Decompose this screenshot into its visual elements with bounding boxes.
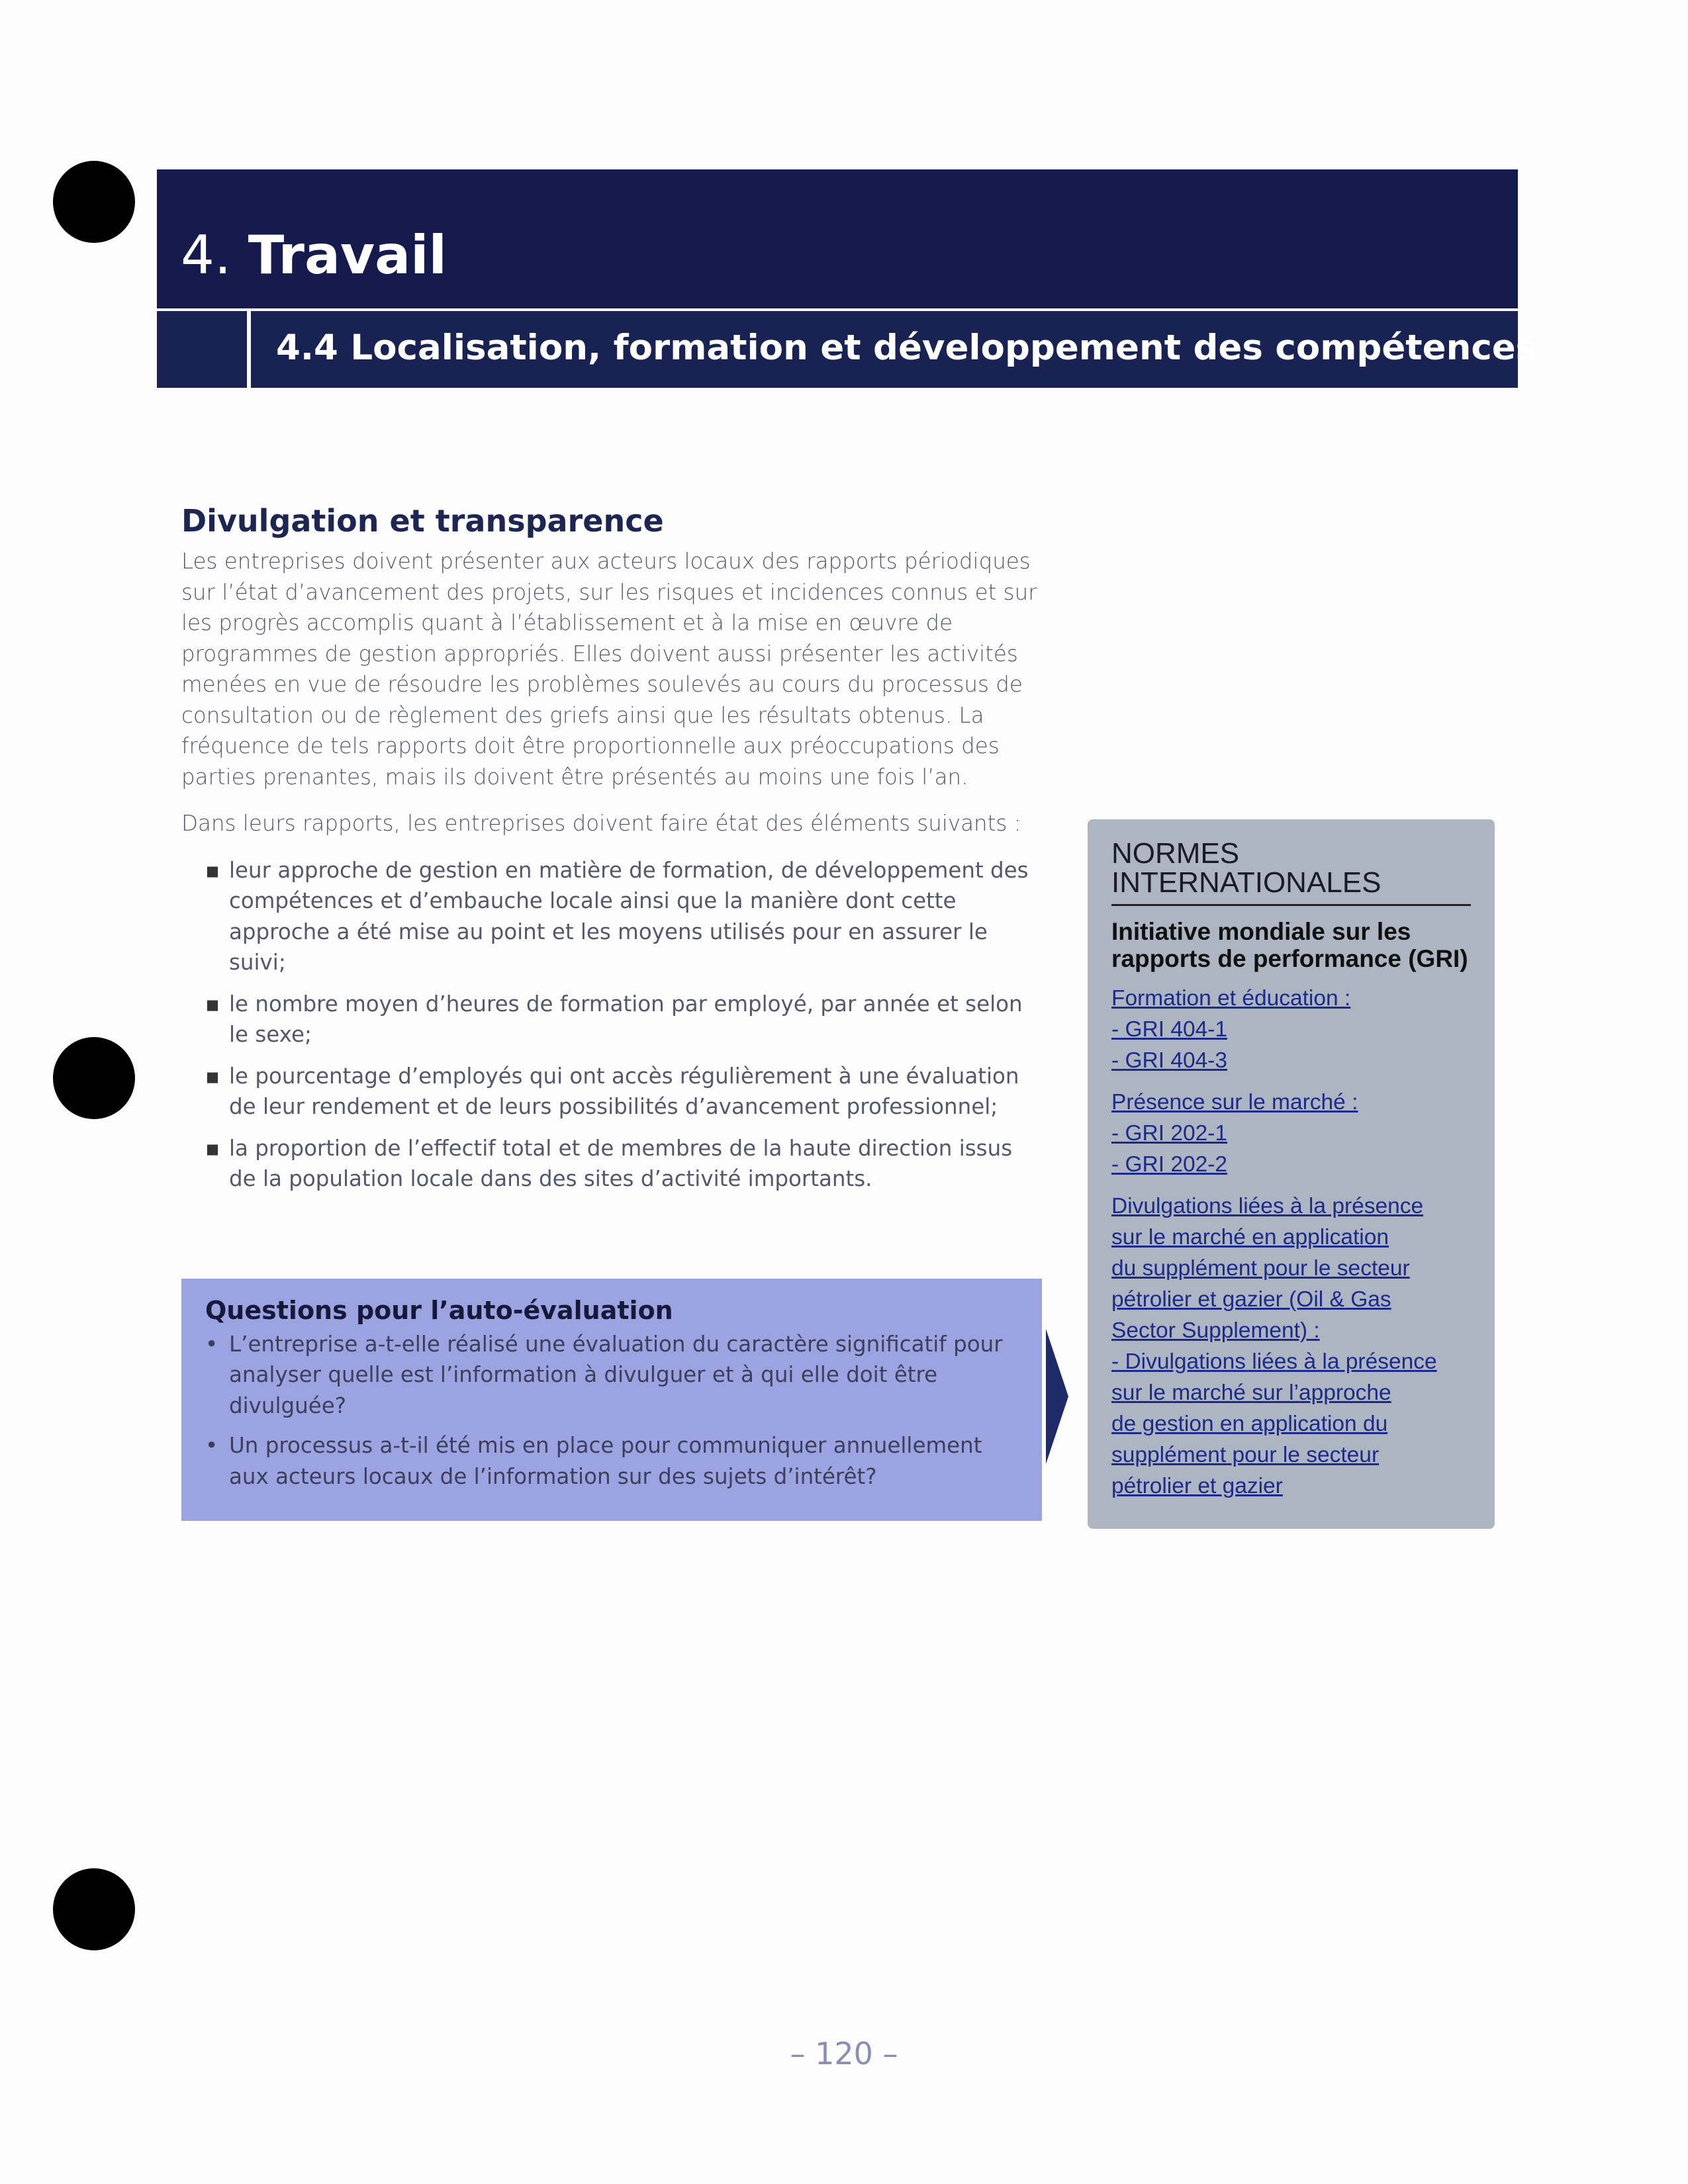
link-oil-gas-disclosures[interactable]: pétrolier et gazier (Oil & Gas [1111, 1287, 1391, 1312]
link-oil-gas-disclosures[interactable]: Sector Supplement) : [1111, 1318, 1320, 1343]
section-header-divider [247, 311, 251, 388]
link-group-training [1111, 983, 1471, 1076]
link-gri-404-3[interactable]: - GRI 404-3 [1111, 1048, 1228, 1073]
sidebar-subtitle: Initiative mondiale sur les rapports de performance (GRI) [1111, 918, 1468, 972]
link-gri-404-1[interactable]: - GRI 404-1 [1111, 1017, 1228, 1042]
list-item: ▪ le pourcentage d’employés qui ont accès régulièrement à une évaluation de leur rendement et de leurs possibilités d’avancement professionnel; [181, 1061, 1042, 1122]
link-oil-gas-management[interactable]: sur le marché sur l’approche [1111, 1381, 1391, 1405]
chapter-header [157, 169, 1518, 308]
list-item: ▪ la proportion de l’effectif total et de membres de la haute direction issus de la population locale dans des sites d’activité importants. [181, 1133, 1042, 1195]
list-item: • Un processus a-t-il été mis en place pour communiquer annuellement aux acteurs locaux de l’information sur des sujets d’intérêt? [205, 1430, 1019, 1492]
bullet-icon: ▪ [205, 1063, 220, 1089]
page-number: – 120 – [790, 2036, 898, 2071]
main-content [181, 503, 1049, 1205]
link-gri-202-2[interactable]: - GRI 202-2 [1111, 1152, 1228, 1177]
bullet-icon: • [205, 1331, 218, 1357]
sidebar-divider [1111, 904, 1471, 906]
chapter-title: Travail [248, 224, 447, 286]
self-assessment-box [181, 1279, 1042, 1521]
bullet-icon: • [205, 1433, 218, 1459]
list-item: ▪ leur approche de gestion en matière de formation, de développement des compétences et d’embauche locale ainsi que la manière dont cette approche a été mise au point et les moyens utilisés pour en assurer le suivi; [181, 855, 1042, 978]
list-item: ▪ le nombre moyen d’heures de formation par employé, par année et selon le sexe; [181, 989, 1042, 1050]
link-oil-gas-disclosures[interactable]: sur le marché en application [1111, 1225, 1389, 1250]
list-intro-paragraph: Dans leurs rapports, les entreprises doivent faire état des éléments suivants : [181, 811, 1021, 837]
self-assessment-list [205, 1329, 1019, 1492]
self-assessment-title: Questions pour l’auto-évaluation [205, 1296, 673, 1325]
link-oil-gas-management[interactable]: pétrolier et gazier [1111, 1474, 1283, 1498]
bullet-icon: ▪ [205, 1135, 220, 1161]
link-group-oil-gas [1111, 1191, 1471, 1502]
link-oil-gas-disclosures[interactable]: Divulgations liées à la présence [1111, 1194, 1424, 1218]
link-group-market [1111, 1087, 1471, 1180]
intro-paragraph: Les entreprises doivent présenter aux acteurs locaux des rapports périodiques sur l’état d’avancement des projets, sur les risques et incidences connus et sur les progrès accomplis quant à l’établissement et à la mise en œuvre de programmes de gestion appropriés. Elles doivent aussi présenter les activités menées en vue de résoudre les problèmes soulevés au cours du processus de consultation ou de règlement des griefs ainsi que les résultats obtenus. La fréquence de tels rapports doit être proportionnelle aux préoccupations des parties prenantes, mais ils doivent être présentés au moins une fois l’an. [181, 549, 1037, 790]
standards-sidebar [1088, 819, 1495, 1529]
bullet-icon: ▪ [205, 991, 220, 1017]
link-gri-202-1[interactable]: - GRI 202-1 [1111, 1121, 1228, 1146]
link-oil-gas-disclosures[interactable]: du supplément pour le secteur [1111, 1256, 1410, 1281]
link-oil-gas-management[interactable]: - Divulgations liées à la présence [1111, 1349, 1437, 1374]
chapter-number: 4. [181, 224, 232, 286]
section-header [157, 311, 1537, 388]
bullet-icon: ▪ [205, 857, 220, 883]
section-title: 4.4 Localisation, formation et développement des compétences [276, 328, 1537, 368]
arrow-right-icon [1046, 1329, 1068, 1464]
binder-hole-top [53, 161, 135, 243]
link-oil-gas-management[interactable]: supplément pour le secteur [1111, 1443, 1380, 1467]
chapter-heading [181, 224, 447, 286]
requirements-list [181, 855, 1049, 1195]
link-market-presence[interactable]: Présence sur le marché : [1111, 1090, 1358, 1115]
sidebar-title: NORMES INTERNATIONALES [1111, 837, 1382, 899]
list-item: • L’entreprise a-t-elle réalisé une évaluation du caractère significatif pour analyser quelle est l’information à divulguer et à qui elle doit être divulguée? [205, 1329, 1019, 1422]
section-heading: Divulgation et transparence [181, 503, 664, 539]
binder-hole-bottom [53, 1868, 135, 1950]
link-training-education[interactable]: Formation et éducation : [1111, 986, 1351, 1011]
binder-hole-middle [53, 1037, 135, 1119]
link-oil-gas-management[interactable]: de gestion en application du [1111, 1412, 1388, 1436]
